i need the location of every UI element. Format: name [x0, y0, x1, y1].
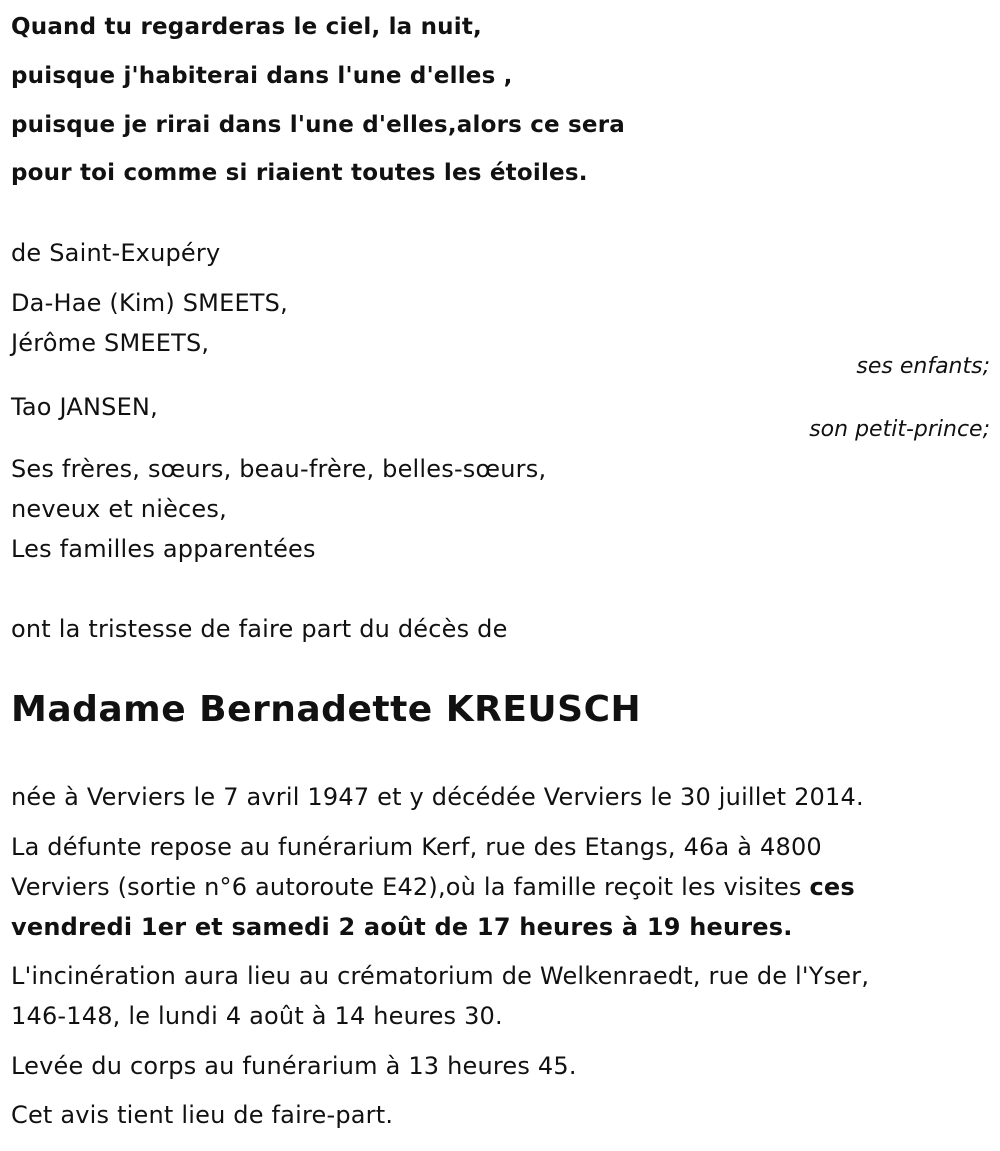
birth-death-line: née à Verviers le 7 avril 1947 et y décédée Verviers le 30 juillet 2014. [11, 783, 864, 811]
funeral-home-line-2 [11, 872, 855, 902]
grandchild-role: son petit-prince; [809, 417, 990, 442]
poem-line-4: pour toi comme si riaient toutes les étoiles. [11, 160, 588, 186]
poem-line-1: Quand tu regarderas le ciel, la nuit, [11, 14, 482, 40]
relatives-line-3: Les familles apparentées [11, 535, 316, 563]
visit-dates-bold-start: ces [809, 873, 855, 901]
relatives-line-2: neveux et nièces, [11, 495, 227, 523]
children-role: ses enfants; [856, 354, 990, 379]
child-name-1: Da-Hae (Kim) SMEETS, [11, 289, 288, 317]
cremation-line-2: 146-148, le lundi 4 août à 14 heures 30. [11, 1002, 503, 1030]
announcement-text: ont la tristesse de faire part du décès de [11, 615, 508, 643]
cremation-line-1: L'incinération aura lieu au crématorium de Welkenraedt, rue de l'Yser, [11, 962, 870, 990]
body-removal-line: Levée du corps au funérarium à 13 heures 45. [11, 1052, 577, 1080]
funeral-home-line-2-text: Verviers (sortie n°6 autoroute E42),où la famille reçoit les visites [11, 873, 810, 901]
notice-line: Cet avis tient lieu de faire-part. [11, 1101, 394, 1129]
visit-dates-bold: vendredi 1er et samedi 2 août de 17 heures à 19 heures. [11, 913, 793, 941]
relatives-line-1: Ses frères, sœurs, beau-frère, belles-sœurs, [11, 455, 547, 483]
child-name-2: Jérôme SMEETS, [11, 329, 210, 357]
grandchild-name: Tao JANSEN, [11, 393, 158, 421]
deceased-name: Madame Bernadette KREUSCH [11, 689, 642, 730]
poem-author: de Saint-Exupéry [11, 239, 221, 267]
poem-line-2: puisque j'habiterai dans l'une d'elles , [11, 63, 513, 89]
poem-line-3: puisque je rirai dans l'une d'elles,alors ce sera [11, 112, 625, 138]
funeral-home-line-1: La défunte repose au funérarium Kerf, rue des Etangs, 46a à 4800 [11, 833, 822, 861]
